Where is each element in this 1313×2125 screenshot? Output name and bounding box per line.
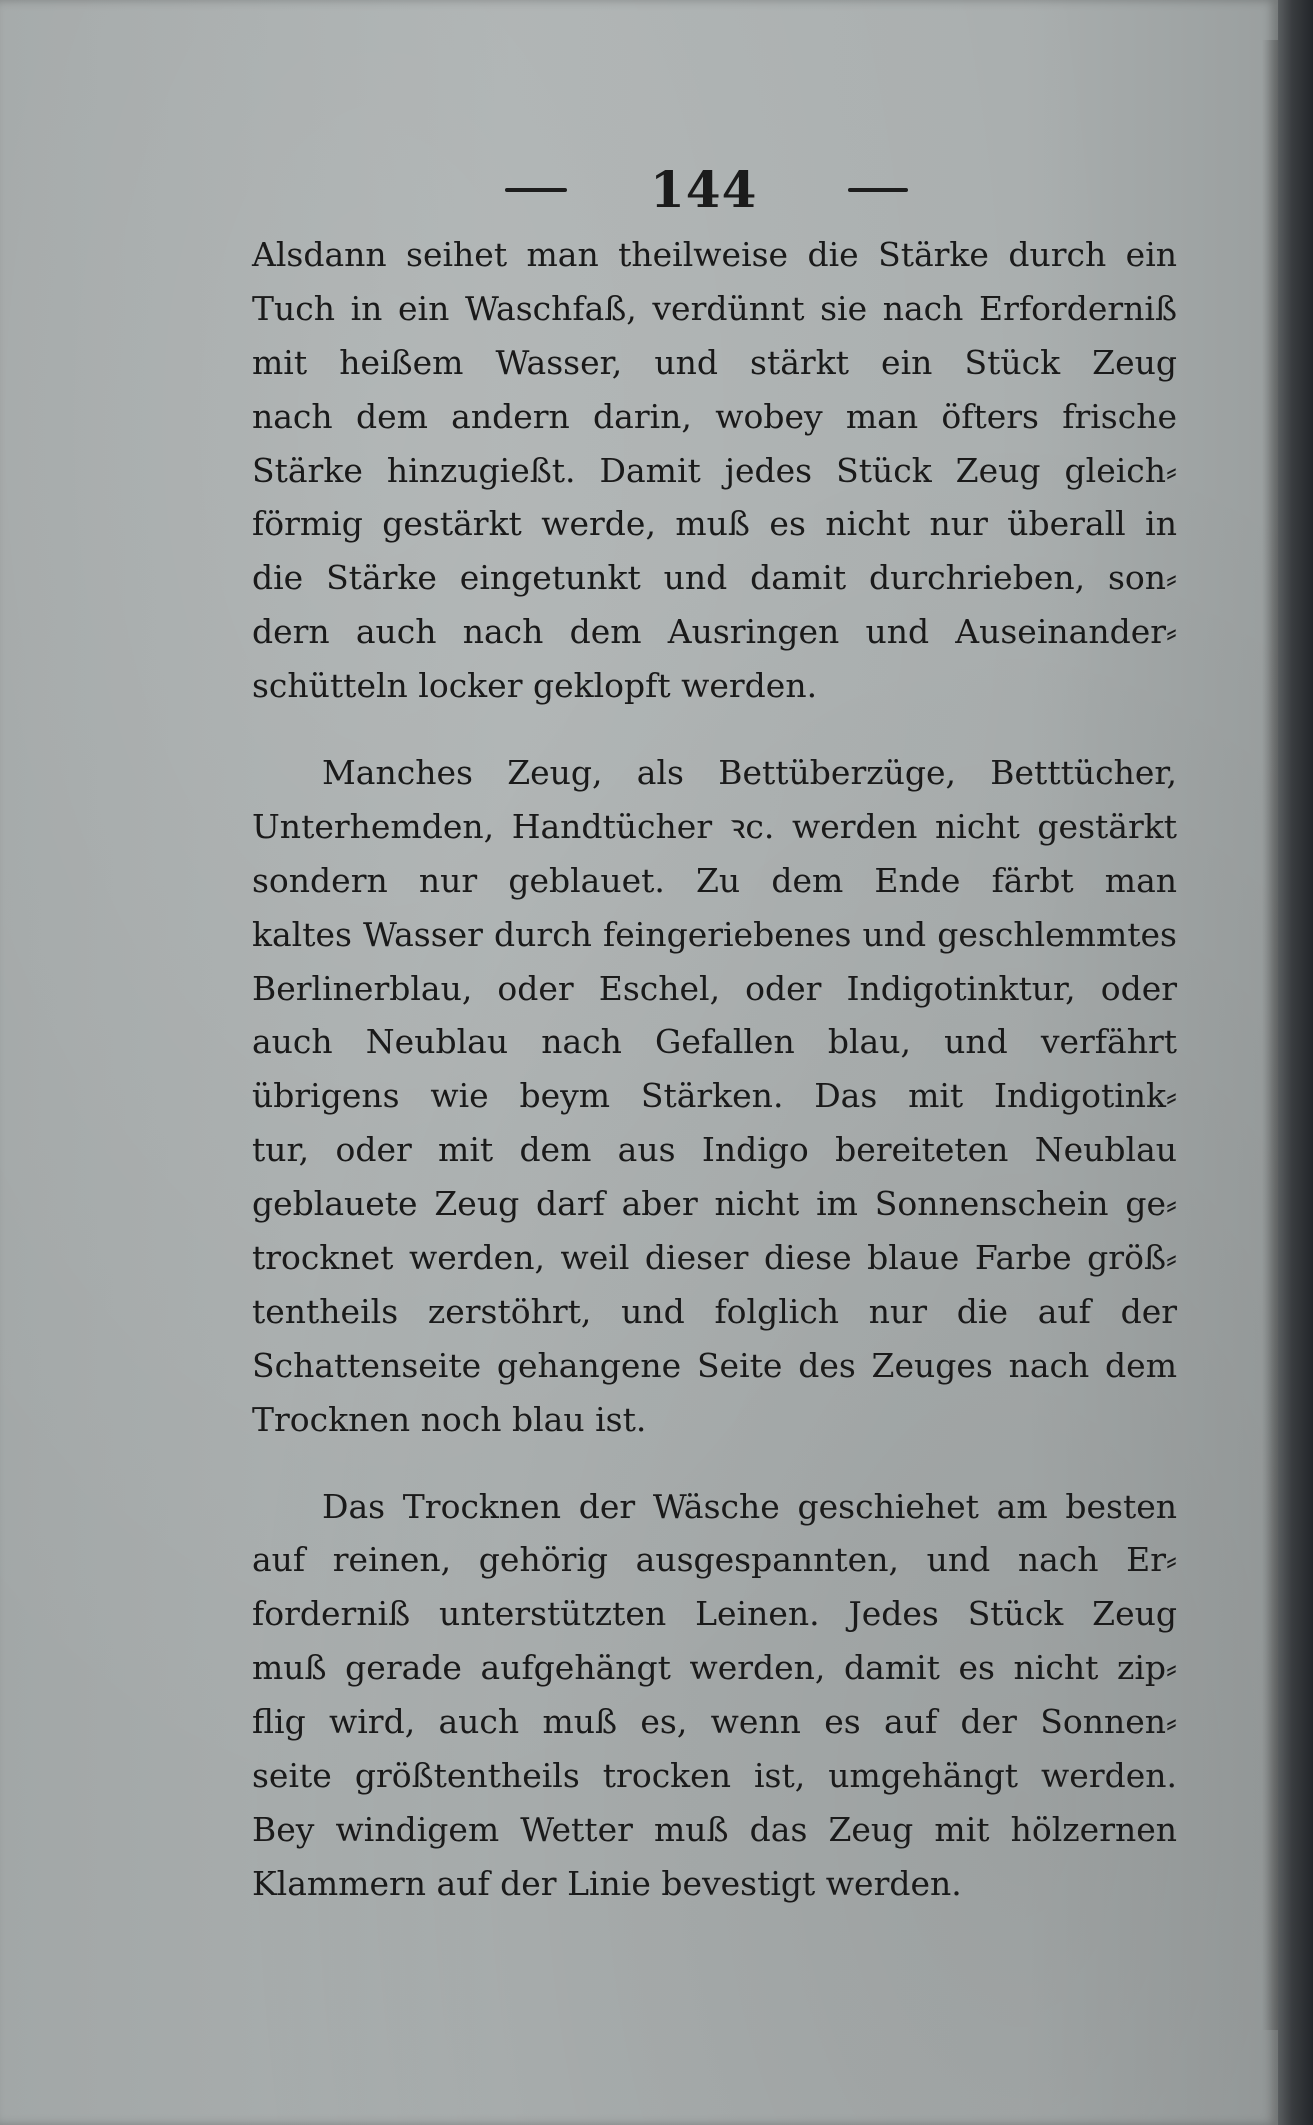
header-dash-left: [505, 188, 567, 192]
book-binding: [1278, 0, 1313, 2125]
text-line: übrigens wie beym Stärken. Das mit Indigotink⸗: [252, 1076, 1177, 1116]
page-number: 144: [650, 160, 758, 219]
page-header: [0, 160, 1278, 230]
text-line: Stärke hinzugießt. Damit jedes Stück Zeug gleich⸗: [252, 450, 1177, 490]
text-line: tur, oder mit dem aus Indigo bereiteten Neublau: [252, 1130, 1177, 1170]
paragraph-3: [252, 1480, 1177, 1911]
text-line: Klammern auf der Linie bevestigt werden.: [252, 1863, 962, 1903]
text-line: seite größtentheils trocken ist, umgehängt werden.: [252, 1756, 1177, 1796]
paragraph-1: [252, 228, 1177, 713]
text-line: die Stärke eingetunkt und damit durchrieben, son⸗: [252, 558, 1177, 598]
header-dash-right: [848, 188, 908, 192]
text-line: muß gerade aufgehängt werden, damit es nicht zip⸗: [252, 1648, 1177, 1688]
text-line: geblauete Zeug darf aber nicht im Sonnenschein ge⸗: [252, 1184, 1177, 1224]
text-line: Schattenseite gehangene Seite des Zeuges nach dem: [252, 1345, 1177, 1385]
text-line: Trocknen noch blau ist.: [252, 1399, 647, 1439]
text-line: forderniß unterstützten Leinen. Jedes Stück Zeug: [252, 1594, 1177, 1634]
text-line: flig wird, auch muß es, wenn es auf der Sonnen⸗: [252, 1702, 1177, 1742]
text-line: Alsdann seihet man theilweise die Stärke durch ein: [252, 235, 1177, 274]
text-line: auf reinen, gehörig ausgespannten, und nach Er⸗: [252, 1540, 1177, 1580]
text-line: schütteln locker geklopft werden.: [252, 666, 818, 706]
text-line: auch Neublau nach Gefallen blau, und verfährt: [252, 1022, 1177, 1062]
text-line: Das Trocknen der Wäsche geschiehet am besten: [322, 1486, 1177, 1526]
text-line: mit heißem Wasser, und stärkt ein Stück Zeug: [252, 342, 1177, 382]
body-text: [252, 228, 1177, 1911]
text-line: Bey windigem Wetter muß das Zeug mit hölzernen: [252, 1809, 1177, 1849]
paragraph-2: [252, 746, 1177, 1447]
text-line: Tuch in ein Waschfaß, verdünnt sie nach Erforderniß: [252, 288, 1177, 328]
text-line: sondern nur geblauet. Zu dem Ende färbt man: [252, 860, 1177, 900]
text-line: Berlinerblau, oder Eschel, oder Indigotinktur, oder: [252, 968, 1177, 1008]
text-line: nach dem andern darin, wobey man öfters frische: [252, 396, 1177, 436]
text-line: förmig gestärkt werde, muß es nicht nur überall in: [252, 504, 1177, 544]
page-edge-shadow: [1262, 40, 1278, 2030]
text-line: tentheils zerstöhrt, und folglich nur die auf der: [252, 1291, 1177, 1331]
text-line: trocknet werden, weil dieser diese blaue Farbe größ⸗: [252, 1238, 1177, 1278]
text-line: Manches Zeug, als Bettüberzüge, Betttücher,: [322, 753, 1177, 793]
text-line: dern auch nach dem Ausringen und Auseinander⸗: [252, 612, 1177, 652]
text-line: Unterhemden, Handtücher ꝛc. werden nicht gestärkt: [252, 806, 1177, 846]
text-line: kaltes Wasser durch feingeriebenes und geschlemmtes: [252, 914, 1177, 954]
